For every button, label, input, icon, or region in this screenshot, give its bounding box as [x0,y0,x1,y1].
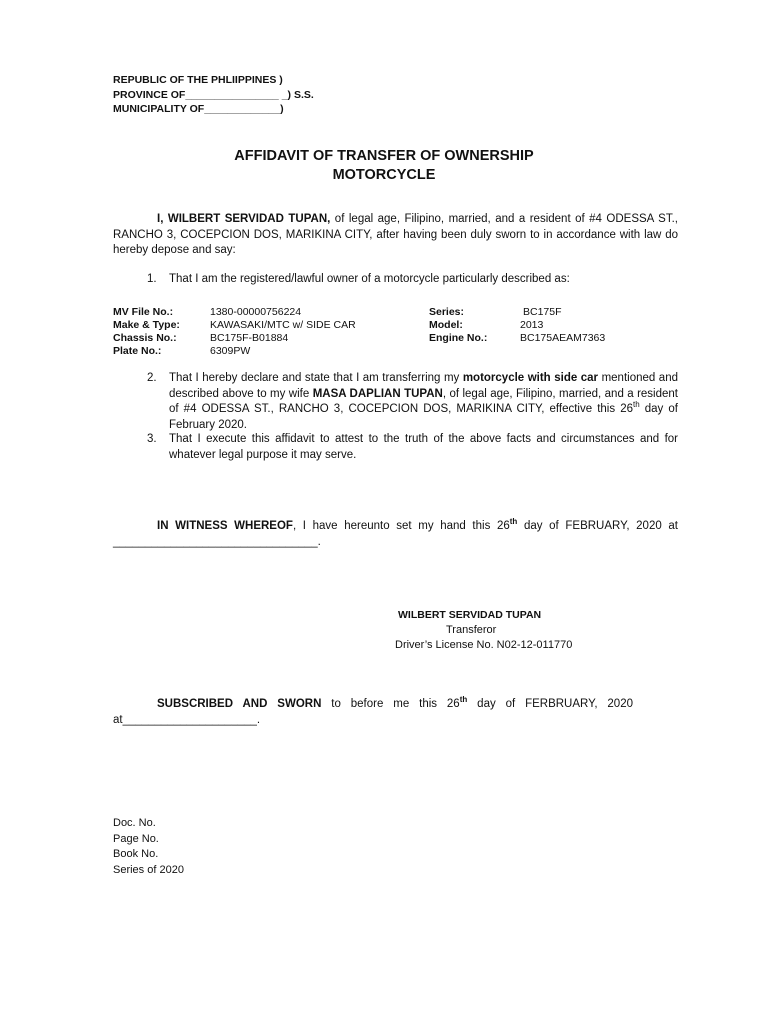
item-2-text-c: , of legal age, Filipino, married, and a resident of #4 ODESSA ST., RANCHO 3, COCEPCION DOS, MARIKINA CITY, effective this 26 [169,387,678,415]
item-1 [147,272,678,288]
chassis-label: Chassis No.: [113,332,177,344]
book-no: Book No. [113,848,159,860]
plate-label: Plate No.: [113,345,162,357]
item-3 [147,432,678,463]
series-year: Series of 2020 [113,863,184,876]
make-type-value: KAWASAKI/MTC w/ SIDE CAR [210,319,356,331]
intro-text: of legal age, Filipino, married, and a resident of #4 ODESSA ST., RANCHO 3, COCEPCION DOS, MARIKINA CITY, after having been duly sworn to in accordance with law do hereby depose and say: [113,213,678,256]
item-1-number: 1. [147,273,157,285]
witness-heading: IN WITNESS WHEREOF [157,520,293,532]
mv-file-value: 1380-00000756224 [210,306,302,318]
witness-superscript: th [509,517,518,527]
venue-block [113,73,314,117]
item-2-text-a: That I hereby declare and state that I am transferring my [169,372,463,384]
venue-province: PROVINCE OF________________ _) S.S. [113,88,314,101]
mv-file-label: MV File No.: [113,306,174,318]
title-line-1: AFFIDAVIT OF TRANSFER OF OWNERSHIP [234,148,534,164]
item-2-text-b: mentioned and described above to my wife [169,372,678,400]
witness-paragraph [113,519,678,550]
page-no: Page No. [113,832,159,845]
drivers-license: Driver’s License No. N02-12-011770 [395,639,573,651]
venue-republic: REPUBLIC OF THE PHLIIPPINES ) [113,74,283,86]
item-2 [147,371,678,433]
jurat-heading: SUBSCRIBED AND SWORN [157,698,322,710]
transferee-name: MASA DAPLIAN TUPAN [312,387,443,400]
doc-no: Doc. No. [113,817,156,829]
plate-value: 6309PW [210,345,251,357]
item-3-number: 3. [147,433,157,445]
signatory-name: WILBERT SERVIDAD TUPAN [398,609,542,621]
jurat-paragraph [113,697,633,728]
item-2-superscript: th [632,400,640,410]
item-2-vehicle: motorcycle with side car [462,372,599,384]
model-value: 2013 [520,319,544,331]
document-title [0,147,768,185]
jurat-text-a: to before me this 26 [321,698,460,710]
jurat-text-b: day of FERBRUARY, 2020 at_____________________. [113,698,633,726]
chassis-value: BC175F-B01884 [210,332,289,344]
witness-text-b: day of FEBRUARY, 2020 at ________________________________. [113,520,678,548]
item-2-number: 2. [147,372,157,384]
engine-label: Engine No.: [429,332,488,344]
model-label: Model: [429,319,463,331]
item-3-text: That I execute this affidavit to attest to the truth of the above facts and circumstances and for whatever legal purpose it may serve. [169,433,678,461]
title-line-2: MOTORCYCLE [332,167,436,183]
intro-paragraph [113,212,678,259]
signatory-role: Transferor [446,624,497,636]
jurat-superscript: th [459,695,468,705]
item-1-text: That I am the registered/lawful owner of a motorcycle particularly described as: [169,273,570,285]
venue-municipality: MUNICIPALITY OF_____________) [113,103,284,115]
notarial-register [113,816,184,878]
series-label: Series: [429,306,465,318]
engine-value: BC175AEAM7363 [520,332,606,344]
item-2-text-d: day of February 2020. [169,403,678,431]
witness-text-a: , I have hereunto set my hand this 26 [292,520,510,532]
make-type-label: Make & Type: [113,319,180,331]
series-value: BC175F [523,306,562,318]
affiant-name: I, WILBERT SERVIDAD TUPAN, [157,213,331,225]
